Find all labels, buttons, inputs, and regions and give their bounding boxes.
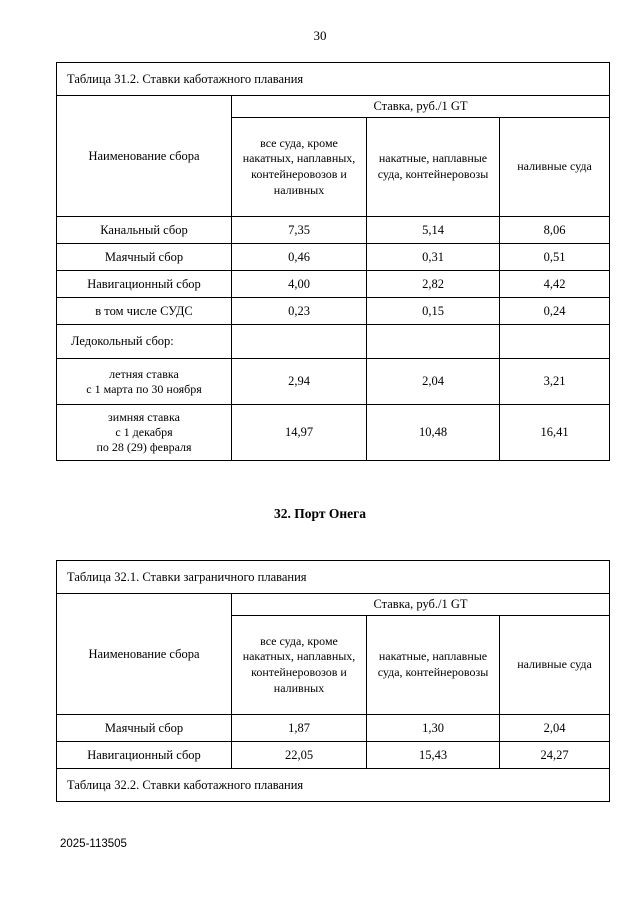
row-name-line-1: зимняя ставка	[108, 410, 180, 424]
table-header-row	[57, 96, 610, 118]
row-value-1	[232, 325, 367, 359]
table-row	[57, 244, 610, 271]
row-value-2: 2,82	[367, 271, 500, 298]
row-value-1: 0,23	[232, 298, 367, 325]
row-name-line-2: с 1 марта по 30 ноября	[86, 381, 202, 396]
table-row	[57, 715, 610, 742]
header-rate-group: Ставка, руб./1 GT	[232, 96, 610, 118]
row-name: в том числе СУДС	[57, 298, 232, 325]
header-col-2: накатные, наплавные суда, контейнеровозы	[367, 118, 500, 217]
row-value-3: 24,27	[500, 742, 610, 769]
row-value-3: 4,42	[500, 271, 610, 298]
header-name-column: Наименование сбора	[57, 96, 232, 217]
row-value-1: 22,05	[232, 742, 367, 769]
row-value-1: 14,97	[232, 405, 367, 461]
row-value-2: 1,30	[367, 715, 500, 742]
row-name	[57, 359, 232, 405]
table-footer-caption-row	[57, 769, 610, 802]
table-footer-caption: Таблица 32.2. Ставки каботажного плавания	[57, 769, 610, 802]
table-31-2	[56, 62, 610, 461]
header-col-3: наливные суда	[500, 616, 610, 715]
row-value-1: 0,46	[232, 244, 367, 271]
header-col-2: накатные, наплавные суда, контейнеровозы	[367, 616, 500, 715]
table-row	[57, 405, 610, 461]
row-value-1: 2,94	[232, 359, 367, 405]
row-name: Ледокольный сбор:	[57, 325, 232, 359]
row-value-3: 16,41	[500, 405, 610, 461]
table-row	[57, 217, 610, 244]
row-value-2: 10,48	[367, 405, 500, 461]
row-value-2: 5,14	[367, 217, 500, 244]
row-name: Маячный сбор	[57, 244, 232, 271]
table-row	[57, 742, 610, 769]
header-col-1: все суда, кроме накатных, наплавных, контейнеровозов и наливных	[232, 118, 367, 217]
table-row	[57, 298, 610, 325]
row-value-3: 0,51	[500, 244, 610, 271]
row-name-line-2: с 1 декабря	[115, 425, 173, 439]
row-value-2: 0,15	[367, 298, 500, 325]
section-title: 32. Порт Онега	[274, 506, 366, 521]
row-name: Навигационный сбор	[57, 742, 232, 769]
table-caption: Таблица 32.1. Ставки заграничного плавания	[57, 561, 610, 594]
table-row	[57, 325, 610, 359]
row-name-line-3: по 28 (29) февраля	[96, 440, 192, 454]
row-value-3: 2,04	[500, 715, 610, 742]
row-value-3	[500, 325, 610, 359]
row-value-2: 0,31	[367, 244, 500, 271]
table-row	[57, 271, 610, 298]
header-col-1: все суда, кроме накатных, наплавных, контейнеровозов и наливных	[232, 616, 367, 715]
row-name-line-1: летняя ставка	[109, 366, 179, 381]
header-name-column: Наименование сбора	[57, 594, 232, 715]
row-value-3: 8,06	[500, 217, 610, 244]
row-name: Навигационный сбор	[57, 271, 232, 298]
row-value-2: 15,43	[367, 742, 500, 769]
table-caption: Таблица 31.2. Ставки каботажного плавания	[57, 63, 610, 96]
row-name	[57, 405, 232, 461]
row-value-3: 0,24	[500, 298, 610, 325]
table-32-1-container	[56, 560, 610, 802]
table-31-2-container	[56, 62, 610, 461]
row-name: Канальный сбор	[57, 217, 232, 244]
row-value-1: 4,00	[232, 271, 367, 298]
row-value-1: 1,87	[232, 715, 367, 742]
table-header-row	[57, 594, 610, 616]
page-number: 30	[313, 28, 327, 43]
row-value-2	[367, 325, 500, 359]
table-caption-row	[57, 63, 610, 96]
table-32-1	[56, 560, 610, 802]
row-value-1: 7,35	[232, 217, 367, 244]
header-rate-group: Ставка, руб./1 GT	[232, 594, 610, 616]
table-caption-row	[57, 561, 610, 594]
row-name: Маячный сбор	[57, 715, 232, 742]
row-value-3: 3,21	[500, 359, 610, 405]
row-value-2: 2,04	[367, 359, 500, 405]
document-footer-code: 2025-113505	[60, 838, 127, 850]
header-col-3: наливные суда	[500, 118, 610, 217]
table-row	[57, 359, 610, 405]
